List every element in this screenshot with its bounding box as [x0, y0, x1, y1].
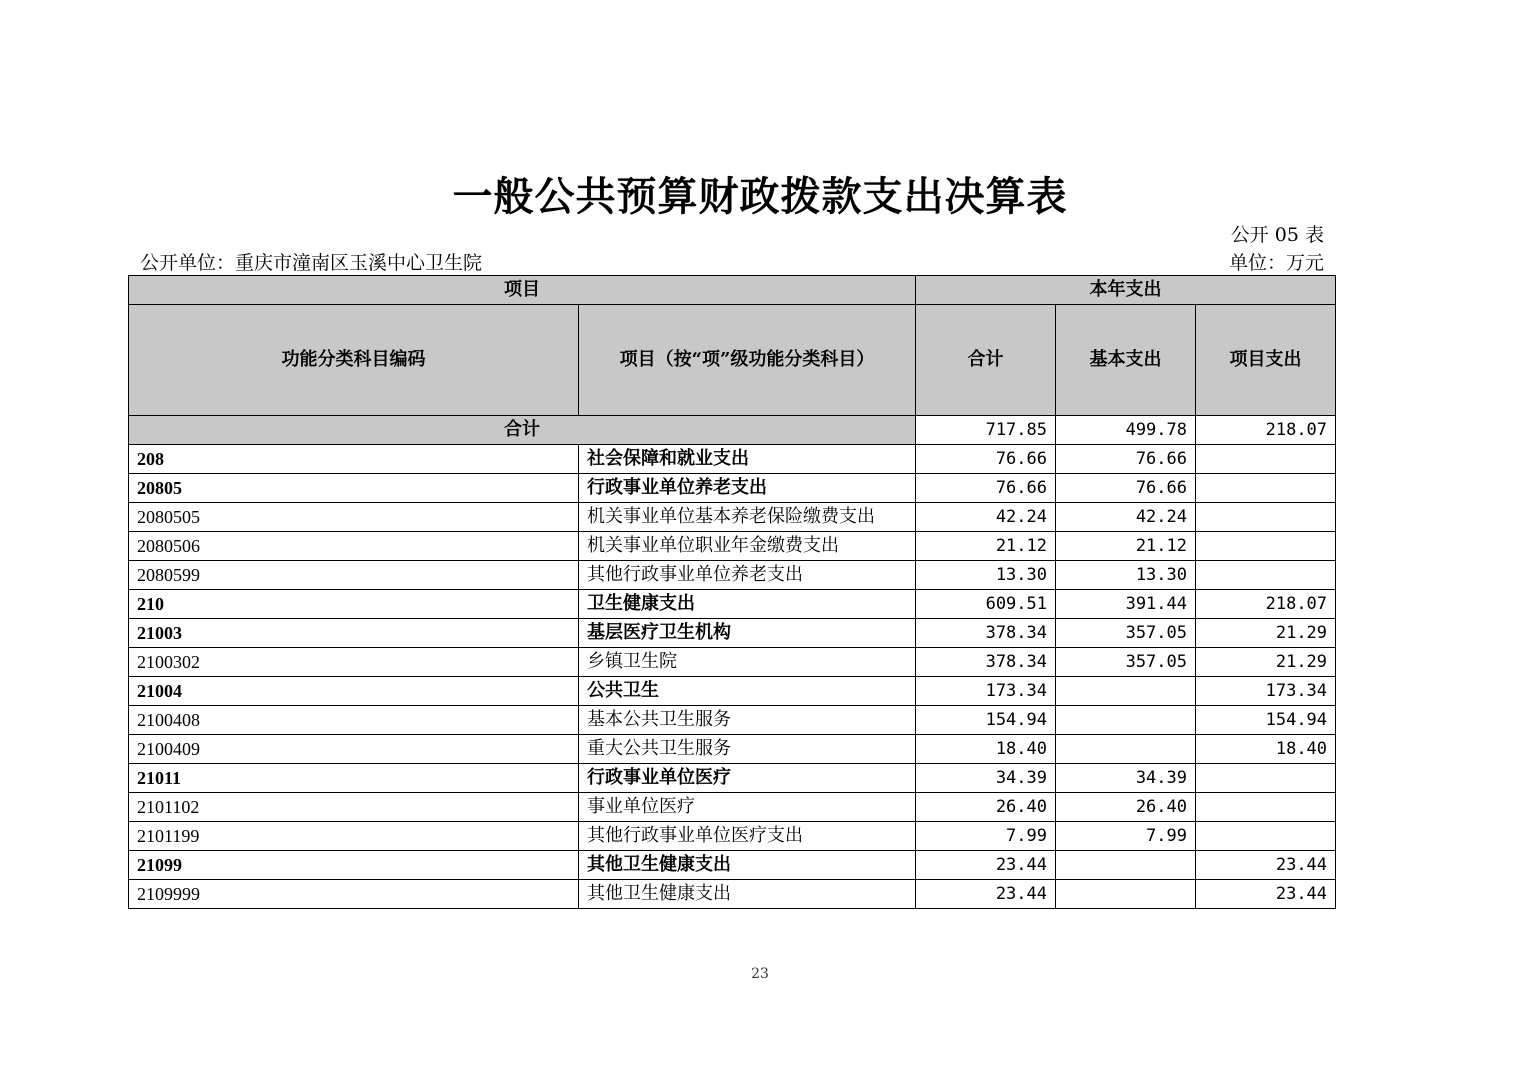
project-cell: 21.29: [1196, 648, 1336, 677]
code-cell: 2109999: [129, 880, 579, 909]
header-basic: 基本支出: [1056, 305, 1196, 416]
item-name-cell: 事业单位医疗: [579, 793, 916, 822]
total-cell: 18.40: [916, 735, 1056, 764]
total-label: 合计: [129, 416, 916, 445]
total-cell: 23.44: [916, 880, 1056, 909]
code-cell: 2101102: [129, 793, 579, 822]
header-code: 功能分类科目编码: [129, 305, 579, 416]
table-row: [129, 474, 1336, 503]
table-row: [129, 880, 1336, 909]
item-name-cell: 基本公共卫生服务: [579, 706, 916, 735]
code-cell: 2080506: [129, 532, 579, 561]
item-name-cell: 公共卫生: [579, 677, 916, 706]
code-cell: 208: [129, 445, 579, 474]
form-number: 公开 05 表: [1230, 224, 1324, 246]
total-basic: 499.78: [1056, 416, 1196, 445]
page-number: 23: [751, 966, 769, 982]
basic-cell: 21.12: [1056, 532, 1196, 561]
total-cell: 378.34: [916, 648, 1056, 677]
unit-label: 单位：万元: [1228, 252, 1324, 274]
basic-cell: 34.39: [1056, 764, 1196, 793]
basic-cell: 76.66: [1056, 474, 1196, 503]
item-name-cell: 卫生健康支出: [579, 590, 916, 619]
total-cell: 173.34: [916, 677, 1056, 706]
item-name-cell: 其他行政事业单位医疗支出: [579, 822, 916, 851]
item-name-cell: 行政事业单位养老支出: [579, 474, 916, 503]
organization-label: 公开单位：重庆市潼南区玉溪中心卫生院: [140, 252, 483, 274]
total-row: [129, 416, 1336, 445]
code-cell: 210: [129, 590, 579, 619]
basic-cell: 13.30: [1056, 561, 1196, 590]
table-row: [129, 648, 1336, 677]
basic-cell: 76.66: [1056, 445, 1196, 474]
item-name-cell: 行政事业单位医疗: [579, 764, 916, 793]
item-name-cell: 基层医疗卫生机构: [579, 619, 916, 648]
table-row: [129, 793, 1336, 822]
code-cell: 2100408: [129, 706, 579, 735]
code-cell: 21011: [129, 764, 579, 793]
item-name-cell: 重大公共卫生服务: [579, 735, 916, 764]
project-cell: [1196, 474, 1336, 503]
project-cell: [1196, 561, 1336, 590]
table-row: [129, 590, 1336, 619]
table-row: [129, 619, 1336, 648]
item-name-cell: 社会保障和就业支出: [579, 445, 916, 474]
basic-cell: 26.40: [1056, 793, 1196, 822]
total-cell: 13.30: [916, 561, 1056, 590]
project-cell: [1196, 793, 1336, 822]
project-cell: 154.94: [1196, 706, 1336, 735]
item-name-cell: 其他行政事业单位养老支出: [579, 561, 916, 590]
total-cell: 42.24: [916, 503, 1056, 532]
item-name-cell: 其他卫生健康支出: [579, 851, 916, 880]
header-item: 项目（按“项”级功能分类科目）: [579, 305, 916, 416]
basic-cell: [1056, 851, 1196, 880]
header-project: 项目: [129, 276, 916, 305]
total-cell: 26.40: [916, 793, 1056, 822]
project-cell: [1196, 532, 1336, 561]
table-row: [129, 706, 1336, 735]
project-cell: 21.29: [1196, 619, 1336, 648]
code-cell: 21099: [129, 851, 579, 880]
code-cell: 2101199: [129, 822, 579, 851]
item-name-cell: 乡镇卫生院: [579, 648, 916, 677]
basic-cell: [1056, 735, 1196, 764]
table-row: [129, 445, 1336, 474]
table-row: [129, 851, 1336, 880]
header-total: 合计: [916, 305, 1056, 416]
total-cell: 378.34: [916, 619, 1056, 648]
item-name-cell: 其他卫生健康支出: [579, 880, 916, 909]
project-cell: [1196, 764, 1336, 793]
table-row: [129, 503, 1336, 532]
header-project-expense: 项目支出: [1196, 305, 1336, 416]
basic-cell: 391.44: [1056, 590, 1196, 619]
table-row: [129, 677, 1336, 706]
header-annual-expense: 本年支出: [916, 276, 1336, 305]
project-cell: 23.44: [1196, 851, 1336, 880]
total-cell: 154.94: [916, 706, 1056, 735]
basic-cell: 357.05: [1056, 619, 1196, 648]
code-cell: 20805: [129, 474, 579, 503]
project-cell: 218.07: [1196, 590, 1336, 619]
project-cell: 23.44: [1196, 880, 1336, 909]
code-cell: 2080505: [129, 503, 579, 532]
code-cell: 2100409: [129, 735, 579, 764]
code-cell: 21003: [129, 619, 579, 648]
project-cell: 173.34: [1196, 677, 1336, 706]
project-cell: 18.40: [1196, 735, 1336, 764]
basic-cell: 357.05: [1056, 648, 1196, 677]
basic-cell: [1056, 706, 1196, 735]
item-name-cell: 机关事业单位职业年金缴费支出: [579, 532, 916, 561]
total-cell: 76.66: [916, 445, 1056, 474]
total-cell: 7.99: [916, 822, 1056, 851]
expense-table: [128, 275, 1336, 909]
basic-cell: [1056, 677, 1196, 706]
project-cell: [1196, 445, 1336, 474]
basic-cell: 7.99: [1056, 822, 1196, 851]
code-cell: 2100302: [129, 648, 579, 677]
total-cell: 609.51: [916, 590, 1056, 619]
table-row: [129, 532, 1336, 561]
total-cell: 23.44: [916, 851, 1056, 880]
page-title: 一般公共预算财政拨款支出决算表: [452, 173, 1068, 220]
total-cell: 21.12: [916, 532, 1056, 561]
table-row: [129, 764, 1336, 793]
total-sum: 717.85: [916, 416, 1056, 445]
project-cell: [1196, 503, 1336, 532]
code-cell: 2080599: [129, 561, 579, 590]
total-cell: 34.39: [916, 764, 1056, 793]
code-cell: 21004: [129, 677, 579, 706]
table-row: [129, 822, 1336, 851]
table-row: [129, 735, 1336, 764]
project-cell: [1196, 822, 1336, 851]
basic-cell: [1056, 880, 1196, 909]
total-project: 218.07: [1196, 416, 1336, 445]
table-row: [129, 561, 1336, 590]
basic-cell: 42.24: [1056, 503, 1196, 532]
total-cell: 76.66: [916, 474, 1056, 503]
item-name-cell: 机关事业单位基本养老保险缴费支出: [579, 503, 916, 532]
